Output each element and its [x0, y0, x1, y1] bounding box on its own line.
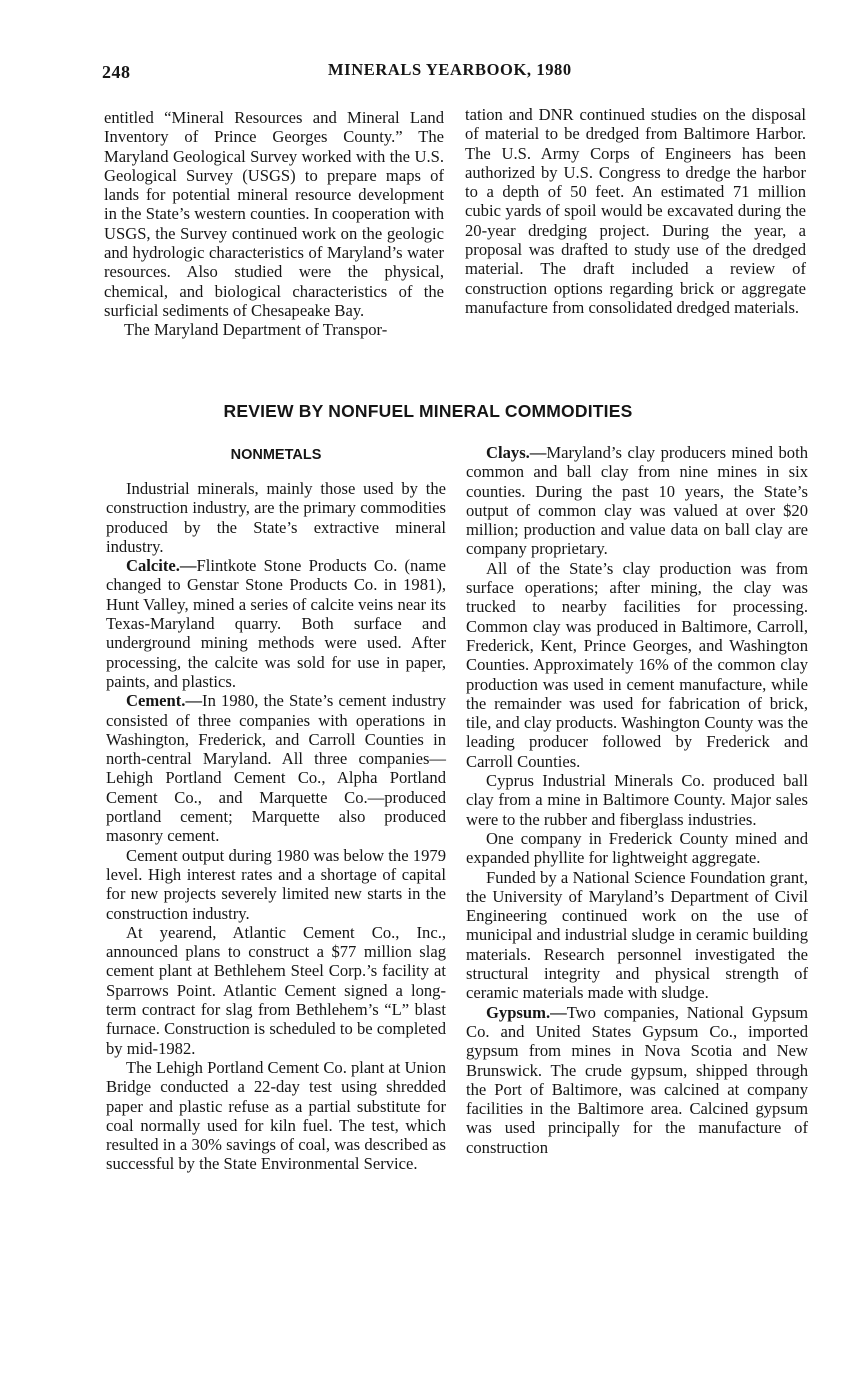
calcite-text: Flintkote Stone Products Co. (name changed to Genstar Stone Products Co. in 1981), Hunt Valley, mined a series of calcite veins near its Texas-Maryland quarry. Both surface and underground mining methods were used. After processing, the calcite was sold for use in paper, paints, and plastics.: [106, 556, 446, 691]
paragraph: The Lehigh Portland Cement Co. plant at Union Bridge conducted a 22-day test using shredded paper and plastic refuse as a partial substitute for coal normally used for kiln fuel. The test, which resulted in a 30% savings of coal, was described as successful by the State Environmental Service.: [106, 1057, 446, 1174]
paragraph: Funded by a National Science Foundation grant, the University of Maryland’s Department of Civil Engineering continued work on the use of municipal and industrial sludge in ceramic building materials. Research personnel investigated the structural integrity and physical strength of ceramic materials made with sludge.: [466, 867, 808, 1003]
paragraph-calcite: [106, 556, 446, 691]
paragraph: Cyprus Industrial Minerals Co. produced ball clay from a mine in Baltimore County. Major sales were to the rubber and fiberglass industries.: [466, 771, 808, 829]
section-heading: REVIEW BY NONFUEL MINERAL COMMODITIES: [223, 401, 633, 421]
paragraph: Cement output during 1980 was below the 1979 level. High interest rates and a shortage of capital for new projects severely limited new starts in the construction industry.: [106, 845, 446, 923]
paragraph: The Maryland Department of Transpor-: [124, 320, 388, 340]
paragraph: All of the State’s clay production was from surface operations; after mining, the clay was trucked to nearby facilities for processing. Common clay was produced in Baltimore, Carroll, Frederick, Kent, Prince Georges, and Washington Counties. Approximately 16% of the common clay production was used in cement manufacture, while the remainder was used for fabrication of brick, tile, and clay products. Washington County was the leading producer followed by Frederick and Carroll Counties.: [466, 558, 808, 771]
page-number: 248: [102, 62, 131, 82]
clays-text: Maryland’s clay producers mined both common and ball clay from nine mines in six counties. During the past 10 years, the State’s output of common clay was valued at over $20 million; production and value data on ball clay are company proprietary.: [466, 443, 808, 559]
paragraph: At yearend, Atlantic Cement Co., Inc., announced plans to construct a $77 million slag cement plant at Bethlehem Steel Corp.’s facility at Sparrows Point. Atlantic Cement signed a long-term contract for slag from Bethlehem’s “L” blast furnace. Construction is scheduled to be completed by mid-1982.: [106, 922, 446, 1058]
paragraph: tation and DNR continued studies on the disposal of material to be dredged from Baltimore Harbor. The U.S. Army Corps of Engineers has been authorized by U.S. Congress to dredge the harbor to a depth of 50 feet. An estimated 71 million cubic yards of spoil would be excavated during the 20-year dredging project. During the year, a proposal was drafted to study use of the dredged material. The draft included a review of construction options regarding brick or aggregate manufacture from consolidated dredged materials.: [465, 105, 806, 317]
cement-text: In 1980, the State’s cement industry consisted of three companies with operations in Washington, Frederick, and Carroll Counties in north-central Maryland. All three companies—Lehigh Portland Cement Co., Alpha Portland Cement Co., and Marquette Co.—produced portland cement; Marquette also produced masonry cement.: [106, 691, 446, 846]
paragraph-cement: [106, 691, 446, 845]
clays-lead: Clays.—: [486, 443, 547, 462]
top-right-column: [465, 105, 806, 317]
paragraph: entitled “Mineral Resources and Mineral Land Inventory of Prince Georges County.” The Maryland Geological Survey worked with the U.S. Geological Survey (USGS) to prepare maps of lands for potential mineral resource development in the State’s western counties. In cooperation with USGS, the Survey continued work on the geologic and hydrologic characteristics of Maryland’s water resources. Also studied were the physical, chemical, and biological characteristics of the surficial sediments of Chesapeake Bay.: [104, 108, 444, 320]
gypsum-text: Two companies, National Gypsum Co. and United States Gypsum Co., imported gypsum from mines in Nova Scotia and New Brunswick. The crude gypsum, shipped through the Port of Baltimore, was calcined at company facilities in the Baltimore area. Calcined gypsum was used principally for the manufacture of construction: [466, 1002, 808, 1157]
paragraph: Industrial minerals, mainly those used by the construction industry, are the primary commodities produced by the State’s extractive mineral industry.: [106, 479, 446, 556]
gypsum-lead: Gypsum.—: [486, 1002, 567, 1022]
running-title: MINERALS YEARBOOK, 1980: [328, 60, 572, 79]
paragraph-gypsum: [466, 1003, 808, 1157]
calcite-lead: Calcite.—: [126, 556, 197, 576]
bottom-right-column: [466, 443, 808, 1157]
top-left-column: [104, 108, 444, 340]
paragraph-clays: [466, 443, 808, 559]
paragraph: One company in Frederick County mined and expanded phyllite for lightweight aggregate.: [466, 828, 808, 868]
cement-lead: Cement.—: [126, 691, 203, 711]
subsection-heading: NONMETALS: [230, 447, 322, 463]
bottom-left-column: [106, 479, 446, 1174]
